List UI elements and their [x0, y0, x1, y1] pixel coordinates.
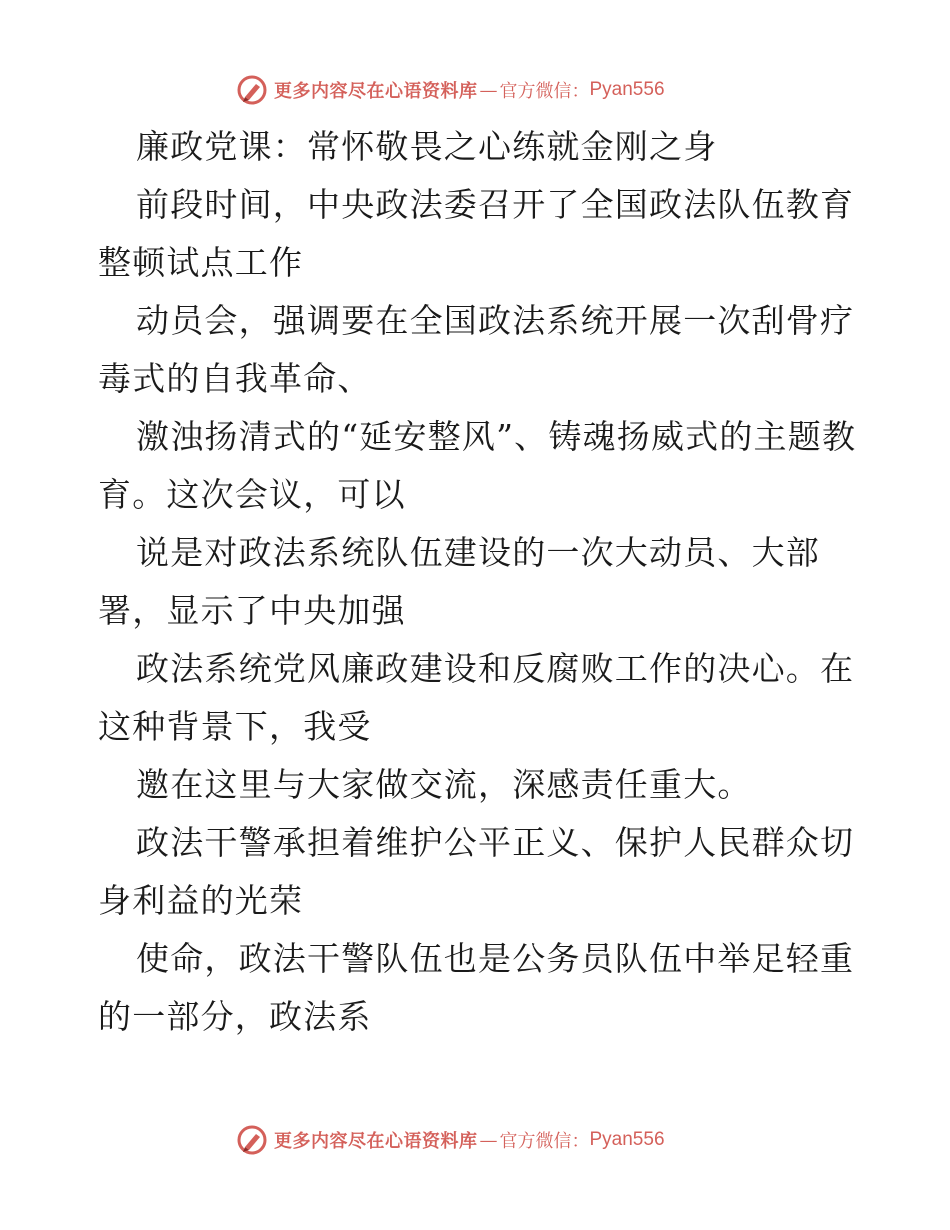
document-title: 廉政党课：常怀敬畏之心练就金刚之身	[136, 127, 718, 166]
watermark-dash: —	[479, 1129, 498, 1151]
pen-logo-icon	[236, 74, 268, 106]
pen-logo-icon	[236, 1124, 268, 1156]
paragraph-2: 动员会，强调要在全国政法系统开展一次刮骨疗毒式的自我革命、	[98, 301, 855, 398]
paragraph-3: 激浊扬清式的“延安整风”、铸魂扬威式的主题教育。这次会议，可以	[98, 417, 857, 514]
paragraph-8: 使命，政法干警队伍也是公务员队伍中举足轻重的一部分，政法系	[98, 939, 855, 1036]
watermark-text: 更多内容尽在心语资料库	[274, 81, 478, 102]
paragraph-4: 说是对政法系统队伍建设的一次大动员、大部署，显示了中央加强	[98, 533, 820, 630]
watermark-text: 更多内容尽在心语资料库	[274, 1131, 478, 1152]
paragraph-6: 邀在这里与大家做交流，深感责任重大。	[136, 765, 752, 804]
watermark-header	[236, 72, 665, 108]
paragraph-7: 政法干警承担着维护公平正义、保护人民群众切身利益的光荣	[98, 823, 855, 920]
paragraph-5: 政法系统党风廉政建设和反腐败工作的决心。在这种背景下，我受	[98, 649, 855, 746]
watermark-wechat-id: Pyan556	[589, 79, 665, 100]
paragraph-1: 前段时间，中央政法委召开了全国政法队伍教育整顿试点工作	[98, 185, 855, 282]
watermark-footer	[236, 1122, 665, 1158]
watermark-wechat-label: 官方微信：	[499, 81, 590, 102]
document-body	[98, 118, 858, 1046]
watermark-wechat-label: 官方微信：	[499, 1131, 590, 1152]
watermark-wechat-id: Pyan556	[589, 1129, 665, 1150]
watermark-dash: —	[479, 79, 498, 101]
